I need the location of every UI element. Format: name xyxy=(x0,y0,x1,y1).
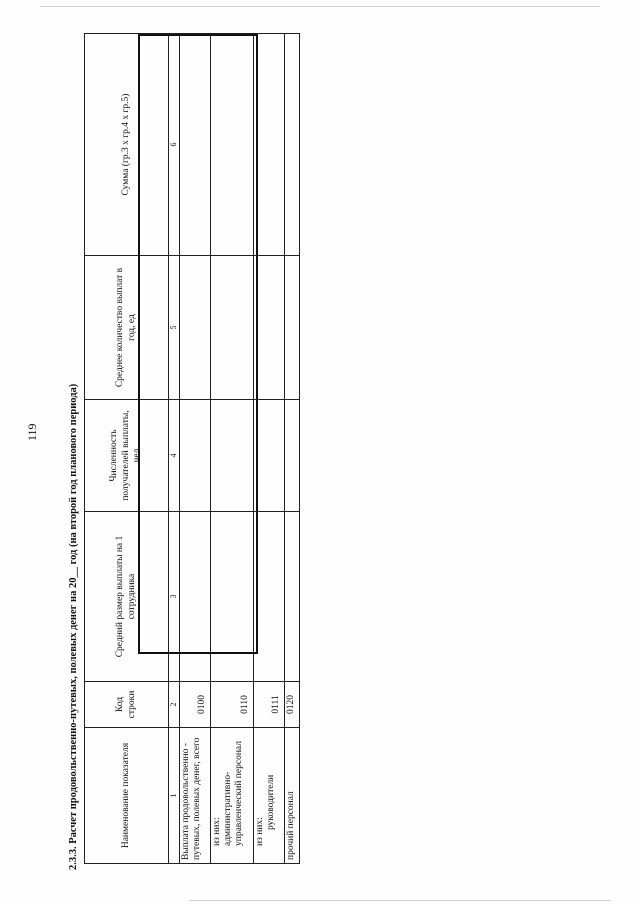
row-code: 0100 xyxy=(179,682,210,728)
row-code: 0120 xyxy=(284,682,299,728)
row-name: из них: xyxy=(211,817,222,846)
payments-table-wrapper xyxy=(84,34,297,864)
column-number-row xyxy=(169,34,180,864)
table-row xyxy=(253,34,284,864)
column-number: 1 xyxy=(169,728,180,864)
column-number: 6 xyxy=(169,34,180,256)
scan-edge-top xyxy=(40,6,600,7)
column-number: 4 xyxy=(169,400,180,512)
column-number: 3 xyxy=(169,512,180,682)
cell-payments-per-year[interactable] xyxy=(179,256,210,400)
row-code: 0110 xyxy=(210,682,253,728)
cell-avg-payment[interactable] xyxy=(179,512,210,682)
cell-sum[interactable] xyxy=(210,34,253,256)
table-row xyxy=(179,34,210,864)
header-payments-per-year: Среднее количество выплат в год, ед xyxy=(85,256,169,400)
cell-payments-per-year[interactable] xyxy=(253,256,284,400)
cell-avg-payment[interactable] xyxy=(210,512,253,682)
row-name: административно-управленческий персонал xyxy=(222,741,245,846)
column-number: 2 xyxy=(169,682,180,728)
header-row xyxy=(85,34,169,864)
cell-avg-payment[interactable] xyxy=(284,512,299,682)
cell-payments-per-year[interactable] xyxy=(210,256,253,400)
column-number: 5 xyxy=(169,256,180,400)
cell-recipients[interactable] xyxy=(179,400,210,512)
row-name: прочий персонал xyxy=(284,728,299,864)
cell-recipients[interactable] xyxy=(253,400,284,512)
row-name: из них: xyxy=(254,817,265,846)
header-sum: Сумма (гр.3 х гр.4 х гр.5) xyxy=(85,34,169,256)
cell-recipients[interactable] xyxy=(210,400,253,512)
row-name: Выплата продовольственно - путевых, полевых денег, всего xyxy=(179,728,210,864)
section-heading: 2.3.3. Расчет продовольственно-путевых, полевых денег на 20__ год (на второй год планового периода) xyxy=(68,383,79,870)
header-indicator-name: Наименование показателя xyxy=(85,728,169,864)
cell-sum[interactable] xyxy=(179,34,210,256)
table-row xyxy=(284,34,299,864)
header-recipients: Численность получателей выплаты, чел xyxy=(85,400,169,512)
header-row-code: Код строки xyxy=(85,682,169,728)
cell-sum[interactable] xyxy=(253,34,284,256)
cell-payments-per-year[interactable] xyxy=(284,256,299,400)
row-name: руководители xyxy=(265,774,276,830)
row-code: 0111 xyxy=(253,682,284,728)
cell-avg-payment[interactable] xyxy=(253,512,284,682)
header-avg-payment: Средний размер выплаты на 1 сотрудника xyxy=(85,512,169,682)
table-row xyxy=(210,34,253,864)
scan-edge-bottom xyxy=(190,900,610,901)
payments-table xyxy=(84,33,300,864)
cell-sum[interactable] xyxy=(284,34,299,256)
page-number: 119 xyxy=(25,423,39,441)
cell-recipients[interactable] xyxy=(284,400,299,512)
